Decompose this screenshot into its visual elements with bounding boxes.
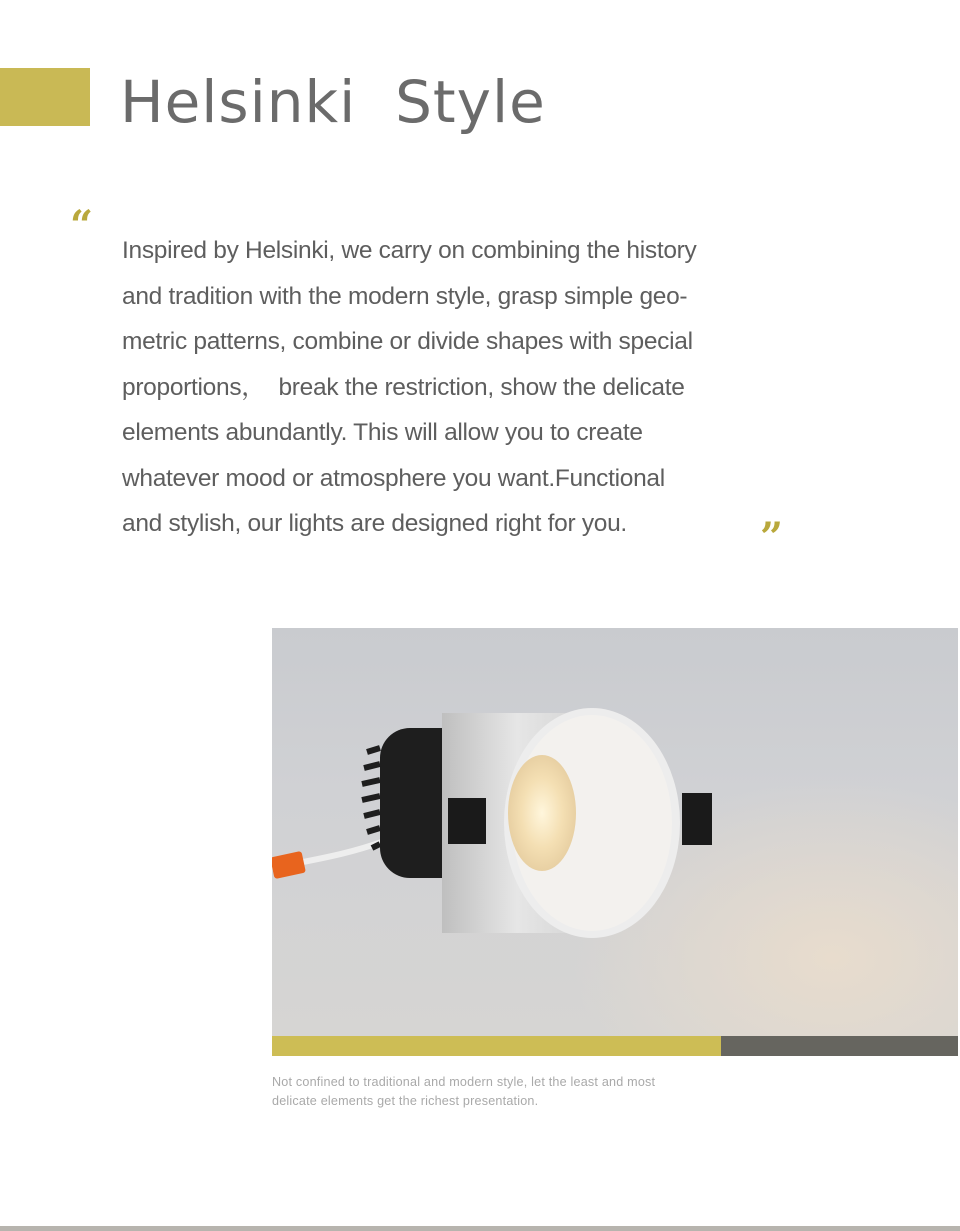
caption-line: Not confined to traditional and modern style, let the least and most — [272, 1075, 656, 1089]
bottom-divider — [0, 1226, 960, 1231]
product-photo — [272, 628, 958, 1036]
paragraph-line: proportions， break the restriction, show the delicate — [122, 373, 685, 401]
paragraph-line: and stylish, our lights are designed right for you. — [122, 510, 627, 537]
color-bar — [272, 1036, 958, 1056]
open-quote-icon: “ — [70, 202, 94, 249]
accent-block — [0, 68, 90, 126]
paragraph-line: whatever mood or atmosphere you want.Functional — [122, 464, 665, 492]
paragraph-line: Inspired by Helsinki, we carry on combining the history — [122, 237, 697, 264]
image-caption — [272, 1073, 792, 1111]
intro-paragraph — [122, 228, 782, 547]
color-bar-dark-segment — [721, 1036, 958, 1056]
page-title: Helsinki Style — [120, 68, 546, 136]
downlight-illustration — [272, 628, 958, 1036]
color-bar-gold-segment — [272, 1036, 721, 1056]
caption-line: delicate elements get the richest presentation. — [272, 1094, 539, 1108]
close-quote-icon: ” — [760, 514, 784, 561]
paragraph-line: metric patterns, combine or divide shapes with special — [122, 328, 693, 355]
paragraph-line: elements abundantly. This will allow you to create — [122, 419, 643, 446]
paragraph-line: and tradition with the modern style, grasp simple geo- — [122, 282, 688, 310]
